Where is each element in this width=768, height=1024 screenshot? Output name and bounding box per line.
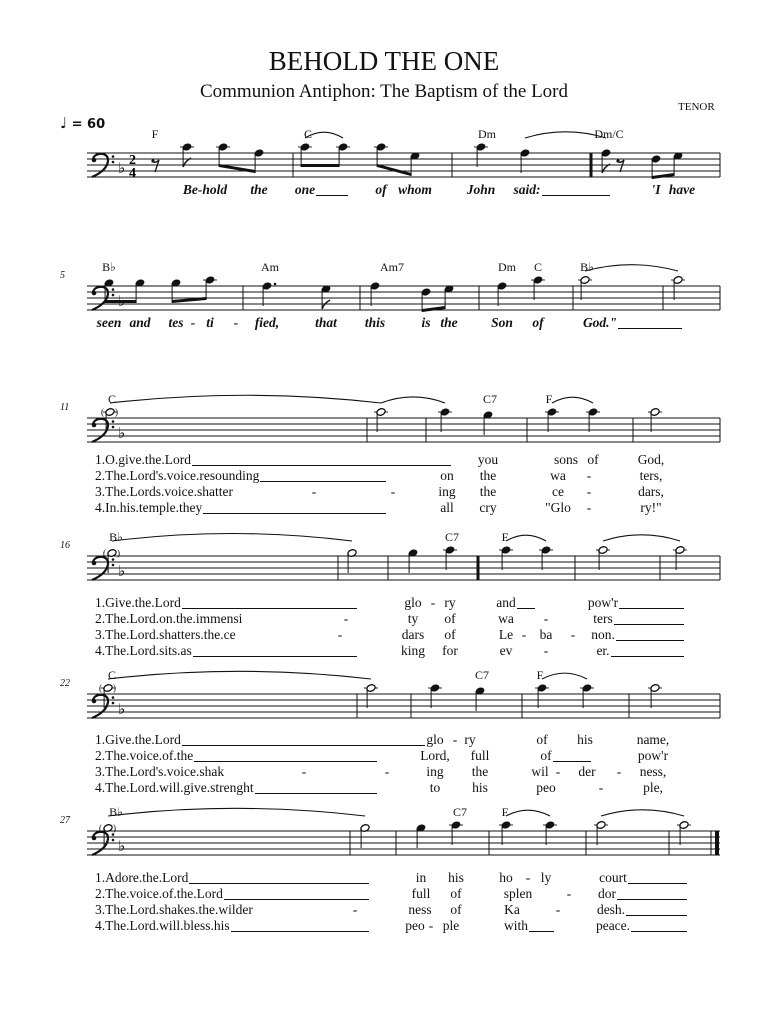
lyric-syllable: God, [637, 452, 665, 467]
lyric-syllable: ry [464, 732, 476, 747]
lyric-syllable: tes [168, 315, 184, 330]
dot-icon [274, 283, 277, 286]
lyric-syllable: - [384, 764, 390, 779]
lyric-syllable: Ka [504, 902, 520, 917]
paren: ( [99, 683, 102, 693]
lyric-syllable: king [400, 643, 426, 658]
measure-number: 5 [60, 270, 65, 281]
lyric-extender-line [193, 656, 357, 657]
chord-symbol: B♭ [109, 530, 123, 544]
lyric-syllable: his [472, 780, 488, 795]
chord-symbol: B♭ [580, 260, 594, 274]
verse-line-start: 2.The.voice.of.the.Lord [95, 886, 223, 901]
bass-clef-dot [112, 702, 115, 705]
lyric-syllable: peo [405, 918, 425, 933]
lyric-syllable: ev [499, 643, 513, 658]
bass-clef-dot [112, 155, 115, 158]
lyric-syllable: have [668, 182, 696, 197]
lyric-syllable: of [444, 611, 456, 626]
verse-line-start: 4.In.his.temple.they [95, 500, 203, 515]
eighth-rest-dot [151, 159, 154, 162]
tie-slur [506, 810, 550, 816]
lyric-syllable: the [479, 468, 497, 483]
lyric-syllable: all [440, 500, 454, 515]
lyric-syllable: ry [444, 595, 456, 610]
chord-symbol: C [533, 260, 543, 274]
bass-clef-dot [112, 426, 115, 429]
lyric-syllable: of [450, 886, 462, 901]
flat-key-signature-icon: ♭ [118, 837, 126, 855]
lyric-syllable: ing [426, 764, 444, 779]
chord-symbol: C [107, 668, 117, 682]
lyric-syllable: - [570, 627, 576, 642]
chord-symbol: Dm/C [594, 127, 624, 141]
lyric-syllable: - [430, 595, 436, 610]
lyric-syllable: dor [598, 886, 616, 901]
paren: ) [115, 407, 118, 417]
lyric-syllable: his [577, 732, 593, 747]
lyric-syllable: - [543, 611, 549, 626]
lyric-syllable: ba [539, 627, 553, 642]
verse-line-start: 3.The.Lord.shakes.the.wilder [95, 902, 253, 917]
lyric-syllable: ly [540, 870, 552, 885]
bass-clef-icon [92, 836, 97, 841]
lyric-syllable: - [555, 764, 561, 779]
tie-slur [552, 397, 593, 403]
bass-clef-icon [92, 158, 97, 163]
lyric-syllable: in [415, 870, 427, 885]
flat-key-signature-icon: ♭ [118, 700, 126, 718]
lyric-syllable: full [411, 886, 431, 901]
beam [301, 164, 339, 167]
lyric-syllable: Le [498, 627, 514, 642]
bass-clef-dot [112, 420, 115, 423]
tempo-value: = 60 [71, 117, 106, 132]
lyric-syllable: wa [550, 468, 566, 483]
lyric-syllable: the [440, 315, 458, 330]
lyric-syllable: John [466, 182, 496, 197]
chord-symbol: C [107, 392, 117, 406]
chord-symbol: F [545, 392, 553, 406]
chord-symbol: Am7 [380, 260, 404, 274]
verse-line-start: 2.The.Lord.on.the.immensi [95, 611, 243, 626]
lyric-syllable: wa [498, 611, 514, 626]
beam [105, 300, 136, 303]
lyric-extender-line [203, 513, 386, 514]
lyric-extender-line [614, 624, 684, 625]
tie-slur [506, 535, 546, 541]
bass-clef-dot [112, 696, 115, 699]
tie-slur [585, 265, 678, 271]
bass-clef-icon [92, 423, 97, 428]
verse-line-start: 3.The.Lords.voice.shatter [95, 484, 233, 499]
verse-line-start: 3.The.Lord's.voice.shak [95, 764, 225, 779]
flat-key-signature-icon: ♭ [118, 424, 126, 442]
tie-slur [381, 397, 445, 403]
flat-key-signature-icon: ♭ [118, 159, 126, 177]
lyric-syllable: his [448, 870, 464, 885]
lyric-syllable: - [616, 764, 622, 779]
bass-clef-icon [92, 699, 97, 704]
lyric-syllable: God." [582, 315, 618, 330]
lyric-syllable: of [536, 732, 548, 747]
lyric-syllable: - [233, 315, 239, 330]
paren: ) [113, 823, 116, 833]
chord-symbol: F [536, 668, 544, 682]
lyric-extender-line [316, 195, 348, 196]
tie-slur [107, 668, 371, 682]
lyric-extender-line [617, 899, 687, 900]
chord-symbol: Dm [478, 127, 496, 141]
lyric-syllable: - [555, 902, 561, 917]
final-barline [715, 831, 719, 855]
thick-barline [477, 556, 480, 580]
verse-line-start: 4.The.Lord.will.give.strenght [95, 780, 254, 795]
paren: ) [113, 683, 116, 693]
lyric-syllable: glo [426, 732, 444, 747]
verse-line-start: 4.The.Lord.sits.as [95, 643, 192, 658]
chord-symbol: C7 [482, 392, 498, 406]
lyric-syllable: ness [408, 902, 432, 917]
verse-line-start: 1.Give.the.Lord [95, 595, 181, 610]
tie-slur [601, 810, 684, 816]
tie-slur [603, 535, 680, 541]
lyric-syllable: to [429, 780, 441, 795]
lyric-syllable: wil [531, 764, 549, 779]
song-title: BEHOLD THE ONE [268, 46, 500, 76]
lyric-syllable: 'I [651, 182, 661, 197]
lyric-syllable: of [375, 182, 387, 197]
lyric-extender-line [224, 899, 369, 900]
lyric-syllable: non. [591, 627, 615, 642]
tie-slur [108, 805, 365, 819]
lyric-syllable: der [578, 764, 596, 779]
paren: ) [117, 548, 120, 558]
tie-slur [107, 392, 381, 406]
lyric-syllable: - [598, 780, 604, 795]
lyric-syllable: full [470, 748, 490, 763]
chord-symbol: C [303, 127, 313, 141]
lyric-syllable: you [477, 452, 499, 467]
song-subtitle: Communion Antiphon: The Baptism of the Lord [199, 81, 569, 102]
bass-clef-dot [112, 564, 115, 567]
lyric-syllable: on [440, 468, 454, 483]
lyric-syllable: - [311, 484, 317, 499]
chord-symbol: F [501, 805, 509, 819]
lyric-syllable: the [471, 764, 489, 779]
lyric-syllable: - [343, 611, 349, 626]
lyric-syllable: ness, [639, 764, 667, 779]
lyric-syllable: - [566, 886, 572, 901]
lyric-syllable: ti [206, 315, 214, 330]
lyric-syllable: - [521, 627, 527, 642]
lyric-syllable: pow'r [587, 595, 619, 610]
lyric-syllable: ple, [643, 780, 663, 795]
thick-barline [590, 153, 593, 177]
lyric-syllable: - [337, 627, 343, 642]
lyric-syllable: dars, [638, 484, 664, 499]
voice-part-label: TENOR [678, 101, 715, 113]
lyric-syllable: the [250, 182, 268, 197]
lyric-syllable: ters, [639, 468, 663, 483]
lyric-extender-line [626, 915, 687, 916]
tempo-marking [60, 116, 105, 131]
lyric-syllable: - [586, 500, 592, 515]
lyric-syllable: dars [401, 627, 425, 642]
verse-line-start: 2.The.voice.of.the [95, 748, 194, 763]
paren: ( [103, 548, 106, 558]
lyric-extender-line [189, 883, 369, 884]
chord-symbol: C7 [444, 530, 460, 544]
lyric-syllable: "Glo [545, 500, 571, 515]
bass-clef-dot [112, 558, 115, 561]
lyric-extender-line [517, 608, 535, 609]
chord-symbol: B♭ [109, 805, 123, 819]
bass-clef-icon [92, 291, 97, 296]
beam [652, 173, 674, 179]
lyric-syllable: splen [503, 886, 533, 901]
lyric-extender-line [182, 745, 425, 746]
lyric-syllable: sons [553, 452, 579, 467]
measure-number: 22 [60, 678, 70, 689]
chord-symbol: C7 [474, 668, 490, 682]
lyric-syllable: - [428, 918, 434, 933]
verse-line-start: 2.The.Lord's.voice.resounding [95, 468, 260, 483]
lyric-syllable: and [129, 315, 151, 330]
lyric-extender-line [542, 195, 611, 196]
lyric-extender-line [192, 465, 451, 466]
lyric-extender-line [553, 761, 591, 762]
measure-number: 11 [60, 402, 70, 413]
lyric-extender-line [616, 640, 684, 641]
lyric-syllable: this [364, 315, 386, 330]
lyric-syllable: one [294, 182, 316, 197]
time-signature-bottom: 4 [129, 166, 136, 181]
paren: ( [99, 823, 102, 833]
lyric-syllable: pow'r [637, 748, 669, 763]
lyric-syllable: that [315, 315, 337, 330]
lyric-extender-line [182, 608, 357, 609]
bass-clef-dot [112, 288, 115, 291]
lyric-syllable: of [532, 315, 544, 330]
verse-line-start: 4.The.Lord.will.bless.his [95, 918, 230, 933]
lyric-syllable: - [543, 643, 549, 658]
lyric-syllable: fied, [254, 315, 280, 330]
lyric-syllable: - [352, 902, 358, 917]
lyric-syllable: - [525, 870, 531, 885]
lyric-syllable: Lord, [420, 748, 450, 763]
lyric-syllable: of [450, 902, 462, 917]
lyric-syllable: seen [96, 315, 122, 330]
chord-symbol: Am [261, 260, 279, 274]
bass-clef-dot [112, 833, 115, 836]
lyric-extender-line [255, 793, 377, 794]
lyric-extender-line [611, 656, 684, 657]
quarter-note-icon: ♩ [60, 114, 68, 132]
lyric-extender-line [529, 931, 554, 932]
verse-line-start: 3.The.Lord.shatters.the.ce [95, 627, 236, 642]
lyric-syllable: name, [636, 732, 670, 747]
eighth-flag-icon [322, 300, 330, 309]
lyric-syllable: of [587, 452, 599, 467]
bass-clef-dot [112, 839, 115, 842]
lyric-syllable: Son [491, 315, 513, 330]
chord-symbol: F [151, 127, 159, 141]
lyric-syllable: ho [499, 870, 513, 885]
lyric-syllable: - [452, 732, 458, 747]
chord-symbol: F [501, 530, 509, 544]
bass-clef-icon [92, 561, 97, 566]
lyric-extender-line [628, 883, 687, 884]
lyric-extender-line [631, 931, 687, 932]
verse-line-start: 1.O.give.the.Lord [95, 452, 191, 467]
lyric-syllable: ty [407, 611, 419, 626]
lyric-syllable: of [444, 627, 456, 642]
lyric-syllable: ple [442, 918, 460, 933]
lyric-syllable: with [503, 918, 529, 933]
lyric-syllable: - [586, 484, 592, 499]
bass-clef-dot [112, 294, 115, 297]
bass-clef-dot [112, 161, 115, 164]
lyric-syllable: peo [536, 780, 556, 795]
lyric-extender-line [618, 328, 682, 329]
time-signature-top: 2 [129, 153, 136, 168]
lyric-syllable: whom [398, 182, 432, 197]
lyric-syllable: for [442, 643, 458, 658]
lyric-extender-line [194, 761, 377, 762]
lyric-syllable: - [190, 315, 196, 330]
lyric-syllable: the [479, 484, 497, 499]
lyric-syllable: peace. [595, 918, 631, 933]
lyric-syllable: - [586, 468, 592, 483]
chord-symbol: C7 [452, 805, 468, 819]
chord-symbol: B♭ [102, 260, 116, 274]
lyric-syllable: Be-hold [182, 182, 228, 197]
lyric-syllable: glo [404, 595, 422, 610]
lyric-extender-line [260, 481, 386, 482]
tie-slur [112, 534, 352, 542]
flat-key-signature-icon: ♭ [118, 562, 126, 580]
verse-line-start: 1.Adore.the.Lord [95, 870, 189, 885]
lyric-syllable: - [301, 764, 307, 779]
lyric-syllable: ce [552, 484, 564, 499]
lyric-syllable: and [496, 595, 516, 610]
eighth-rest-dot [616, 159, 619, 162]
beam [422, 306, 445, 312]
lyric-extender-line [619, 608, 684, 609]
beam [377, 164, 411, 176]
lyric-syllable: ry!" [640, 500, 662, 515]
lyric-syllable: court [599, 870, 627, 885]
lyric-syllable: desh. [596, 902, 626, 917]
lyric-syllable: ing [438, 484, 456, 499]
paren: ( [101, 407, 104, 417]
measure-number: 27 [60, 815, 70, 826]
lyric-syllable: - [390, 484, 396, 499]
lyric-syllable: said: [513, 182, 541, 197]
verse-line-start: 1.Give.the.Lord [95, 732, 181, 747]
lyric-syllable: er. [596, 643, 610, 658]
measure-number: 16 [60, 540, 70, 551]
tie-slur [542, 673, 587, 679]
lyric-syllable: ters [593, 611, 613, 626]
lyric-syllable: cry [479, 500, 497, 515]
lyric-extender-line [231, 931, 369, 932]
chord-symbol: Dm [498, 260, 516, 274]
lyric-syllable: of [540, 748, 552, 763]
lyric-syllable: is [421, 315, 431, 330]
